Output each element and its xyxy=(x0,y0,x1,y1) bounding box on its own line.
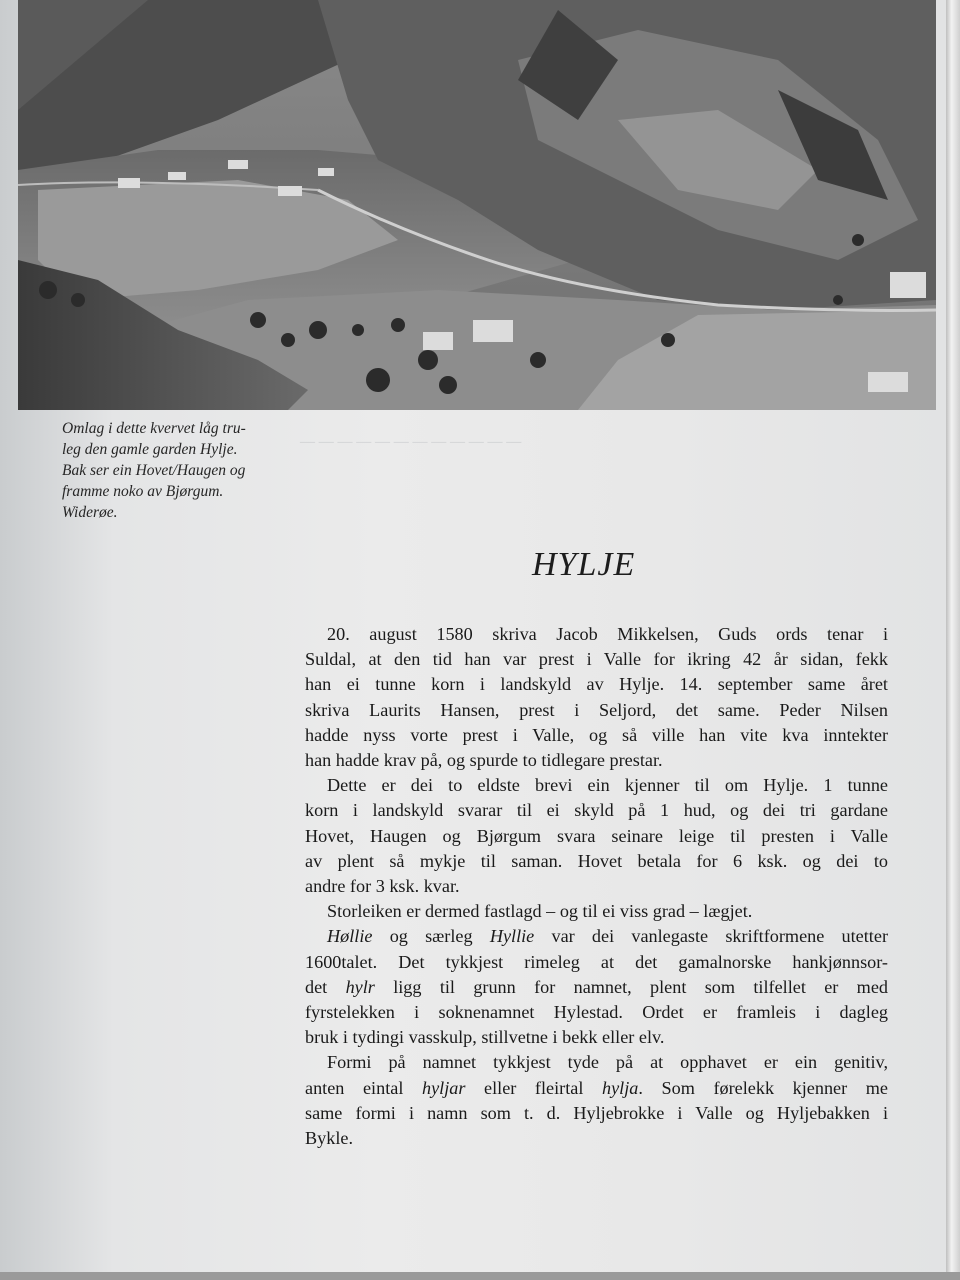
text-line: Hovet, Haugen og Bjørgum svara seinare leige til presten i Valle xyxy=(305,825,888,846)
paragraph xyxy=(305,924,888,1050)
text-line: 1600talet. Det tykkjest rimeleg at det gamalnorske hankjønnsor- xyxy=(305,951,888,972)
caption-line: Widerøe. xyxy=(62,504,118,521)
text-line: 20. august 1580 skriva Jacob Mikkelsen, Guds ords tenar i xyxy=(327,624,888,644)
landscape-photo xyxy=(18,0,936,410)
text-line: Formi på namnet tykkjest tyde på at opphavet er ein genitiv, xyxy=(327,1052,888,1073)
text-line: Storleiken er dermed fastlagd – og til ei viss grad – lægjet. xyxy=(327,901,753,922)
caption-line: framme noko av Bjørgum. xyxy=(62,483,224,500)
text-line: Suldal, at den tid han var prest i Valle for ikring 42 år sidan, fekk xyxy=(305,649,888,670)
text-line: same formi i namn som t. d. Hyljebrokke i Valle og Hyljebakken i xyxy=(305,1102,888,1123)
text-line: fyrstelekken i soknenamnet Hylestad. Ordet er framleis i dagleg xyxy=(305,1002,888,1023)
text-line: det hylr ligg til grunn for namnet, plent som tilfellet er med xyxy=(305,976,888,997)
text-line: han hadde krav på, og spurde to tidlegare prestar. xyxy=(305,750,663,771)
paragraph xyxy=(305,622,888,773)
page-bottom-edge xyxy=(0,1272,960,1280)
text-line: skriva Laurits Hansen, prest i Seljord, det same. Peder Nilsen xyxy=(305,699,888,720)
text-line: andre for 3 ksk. kvar. xyxy=(305,876,460,897)
text-line: hadde nyss vorte prest i Valle, og så ville han vite kva inntekter xyxy=(305,724,888,745)
paragraph xyxy=(305,899,888,924)
caption-line: Bak ser ein Hovet/Haugen og xyxy=(62,462,246,479)
text-line: Dette er dei to eldste brevi ein kjenner til om Hylje. 1 tunne xyxy=(327,775,888,796)
text-line: av plent så mykje til saman. Hovet betala for 6 ksk. og dei to xyxy=(305,850,888,871)
show-through-text: — — — — — — — — — — — — xyxy=(300,434,522,450)
page-edge xyxy=(946,0,960,1280)
caption-line: leg den gamle garden Hylje. xyxy=(62,441,238,458)
paragraph xyxy=(305,1050,888,1151)
body-text xyxy=(305,622,888,1151)
text-line: anten eintal hyljar eller fleirtal hylja. Som førelekk kjenner me xyxy=(305,1077,888,1098)
text-line: Høllie og særleg Hyllie var dei vanlegaste skriftformene utetter xyxy=(327,926,888,947)
paragraph xyxy=(305,773,888,899)
text-line: korn i landskyld svarar til ei skyld på 1 hud, og dei tri gardane xyxy=(305,800,888,821)
text-line: bruk i tydingi vasskulp, stillvetne i bekk eller elv. xyxy=(305,1027,665,1048)
photo-illustration xyxy=(18,0,936,410)
text-line: han ei tunne korn i landskyld av Hylje. 14. september same året xyxy=(305,674,888,695)
caption-line: Omlag i dette kvervet låg tru- xyxy=(62,420,246,437)
photo-caption xyxy=(62,418,282,523)
page-title: HYLJE xyxy=(532,546,636,583)
text-line: Bykle. xyxy=(305,1128,353,1149)
